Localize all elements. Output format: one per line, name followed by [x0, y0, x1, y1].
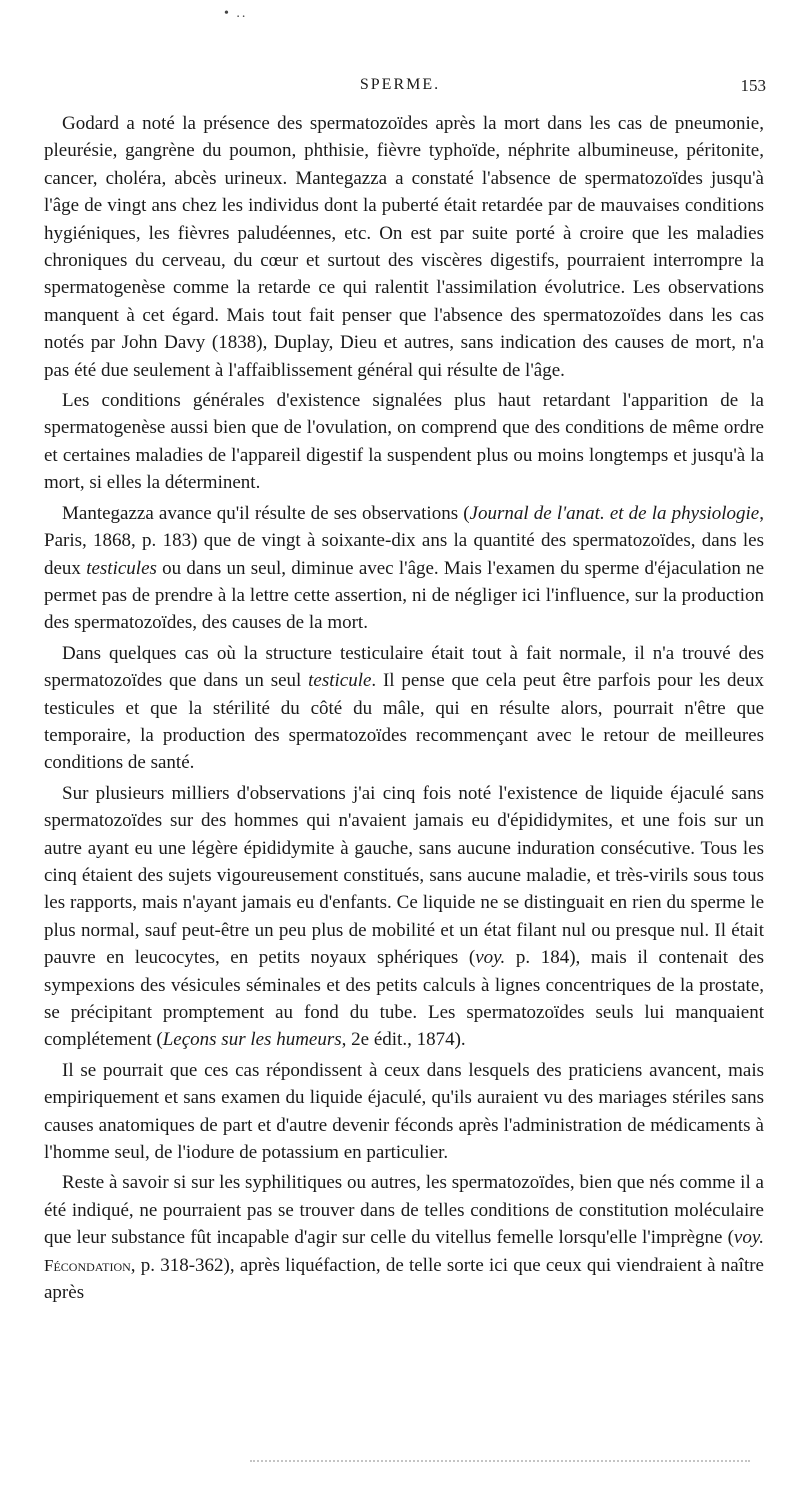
italic-reference: voy. — [475, 947, 506, 969]
cross-reference: Fécondation — [44, 1255, 131, 1275]
book-title: Leçons sur les humeurs — [162, 1029, 342, 1051]
paragraph-text: p. 184), mais il contenait des sympexions des vésicules séminales et des petits calculs à lignes concentriques de la prostate, se précipitant promptement au fond du tube. Les spermatozoïdes seuls lui manquaient complétement ( — [44, 947, 764, 1051]
paragraph-text: Mantegazza avance qu'il résulte de ses observations ( — [62, 502, 470, 524]
paragraph — [44, 1057, 764, 1167]
paragraph-text: Reste à savoir si sur les syphilitiques ou autres, les spermatozoïdes, bien que nés comme il a été indiqué, ne pourraient pas se trouver dans de telles conditions de constitution moléculaire que leur substance fût incapable d'agir sur celle du vitellus femelle lorsqu'elle l'imprègne ( — [44, 1172, 764, 1249]
print-speck: • .. — [224, 6, 248, 21]
paragraph — [44, 500, 764, 637]
faint-show-through-line — [250, 1460, 750, 1465]
italic-term: testicule — [308, 670, 372, 692]
page-header — [0, 72, 800, 102]
body-text — [44, 110, 764, 1309]
paragraph — [44, 780, 764, 1054]
journal-title: Journal de l'anat. et de la physiologie — [469, 502, 760, 524]
paragraph-text: , 2e édit., 1874). — [341, 1029, 466, 1051]
paragraph-text: Dans quelques cas où la structure testiculaire était tout à fait normale, il n'a trouvé des spermatozoïdes que dans un seul — [44, 642, 764, 692]
paragraph — [44, 1169, 764, 1306]
paragraph-text: Il se pourrait que ces cas répondissent à ceux dans lesquels des praticiens avancent, mais empiriquement et sans examen du liquide éjaculé, qu'ils auraient vu des mariages stériles sans causes anatomiques de part et d'autre devenir féconds après l'administration de médicaments à l'homme seul, de l'iodure de potassium en particulier. — [44, 1059, 764, 1164]
italic-term: testicules — [86, 557, 157, 579]
paragraph-text: Sur plusieurs milliers d'observations j'ai cinq fois noté l'existence de liquide éjaculé sans spermatozoïdes sur des hommes qui n'avaient jamais eu d'épididymites, et une fois sur un autre ayant eu une légère épididymite à gauche, sans aucune induration consécutive. Tous les cinq étaient des sujets vigoureusement constitués, sans aucune maladie, et très-virils sous tous les rapports, mais n'ayant jamais eu d'enfants. Ce liquide ne se distinguait en rien du sperme le plus normal, sauf peut-être un peu plus de mobilité et un état filant nul ou presque nul. Il était pauvre en leucocytes, en petits noyaux sphériques ( — [44, 782, 764, 969]
paragraph — [44, 640, 764, 777]
page-number: 153 — [740, 76, 766, 95]
paragraph-text: Les conditions générales d'existence signalées plus haut retardant l'apparition de la spermatogenèse aussi bien que de l'ovulation, on comprend que des conditions de même ordre et certaines maladies de l'appareil digestif la suspendent plus ou moins longtemps et jusqu'à la mort, si elles la déterminent. — [44, 390, 764, 494]
paragraph-text: . Il pense que cela peut être parfois pour les deux testicules et que la stérilité du côté du mâle, qui en résulte alors, pourrait n'être que temporaire, la production des spermatozoïdes recommençant avec le retour de meilleures conditions de santé. — [44, 670, 764, 774]
italic-reference: voy. — [733, 1227, 764, 1249]
paragraph-text: , p. 318-362), après liquéfaction, de telle sorte ici que ceux qui viendraient à naître après — [44, 1254, 764, 1304]
paragraph-text: , Paris, 1868, p. 183) que de vingt à soixante-dix ans la quantité des spermatozoïdes, dans les deux — [44, 502, 764, 579]
paragraph — [44, 110, 764, 384]
paragraph — [44, 387, 764, 497]
running-head: SPERME. — [359, 76, 441, 93]
paragraph-text: ou dans un seul, diminue avec l'âge. Mais l'examen du sperme d'éjaculation ne permet pas de prendre à la lettre cette assertion, ni de négliger ici l'influence, sur la production des spermatozoïdes, des causes de la mort. — [44, 557, 765, 634]
paragraph-text: Godard a noté la présence des spermatozoïdes après la mort dans les cas de pneumonie, pleurésie, gangrène du poumon, phthisie, fièvre typhoïde, néphrite albumineuse, péritonite, cancer, choléra, abcès urineux. Mantegazza a constaté l'absence de spermatozoïdes jusqu'à l'âge de vingt ans chez les individus dont la puberté était retardée par de mauvaises conditions hygiéniques, les fièvres paludéennes, etc. On est par suite porté à croire que les maladies chroniques du cerveau, du cœur et surtout des viscères digestifs, pourraient interrompre la spermatogenèse comme la retarde ce qui ralentit l'assimilation évolutrice. Les observations manquent à cet égard. Mais tout fait penser que l'absence des spermatozoïdes dans les cas notés par John Davy (1838), Duplay, Dieu et autres, sans indication des causes de mort, n'a pas été due seulement à l'affaiblissement général qui résulte de l'âge. — [44, 113, 764, 381]
